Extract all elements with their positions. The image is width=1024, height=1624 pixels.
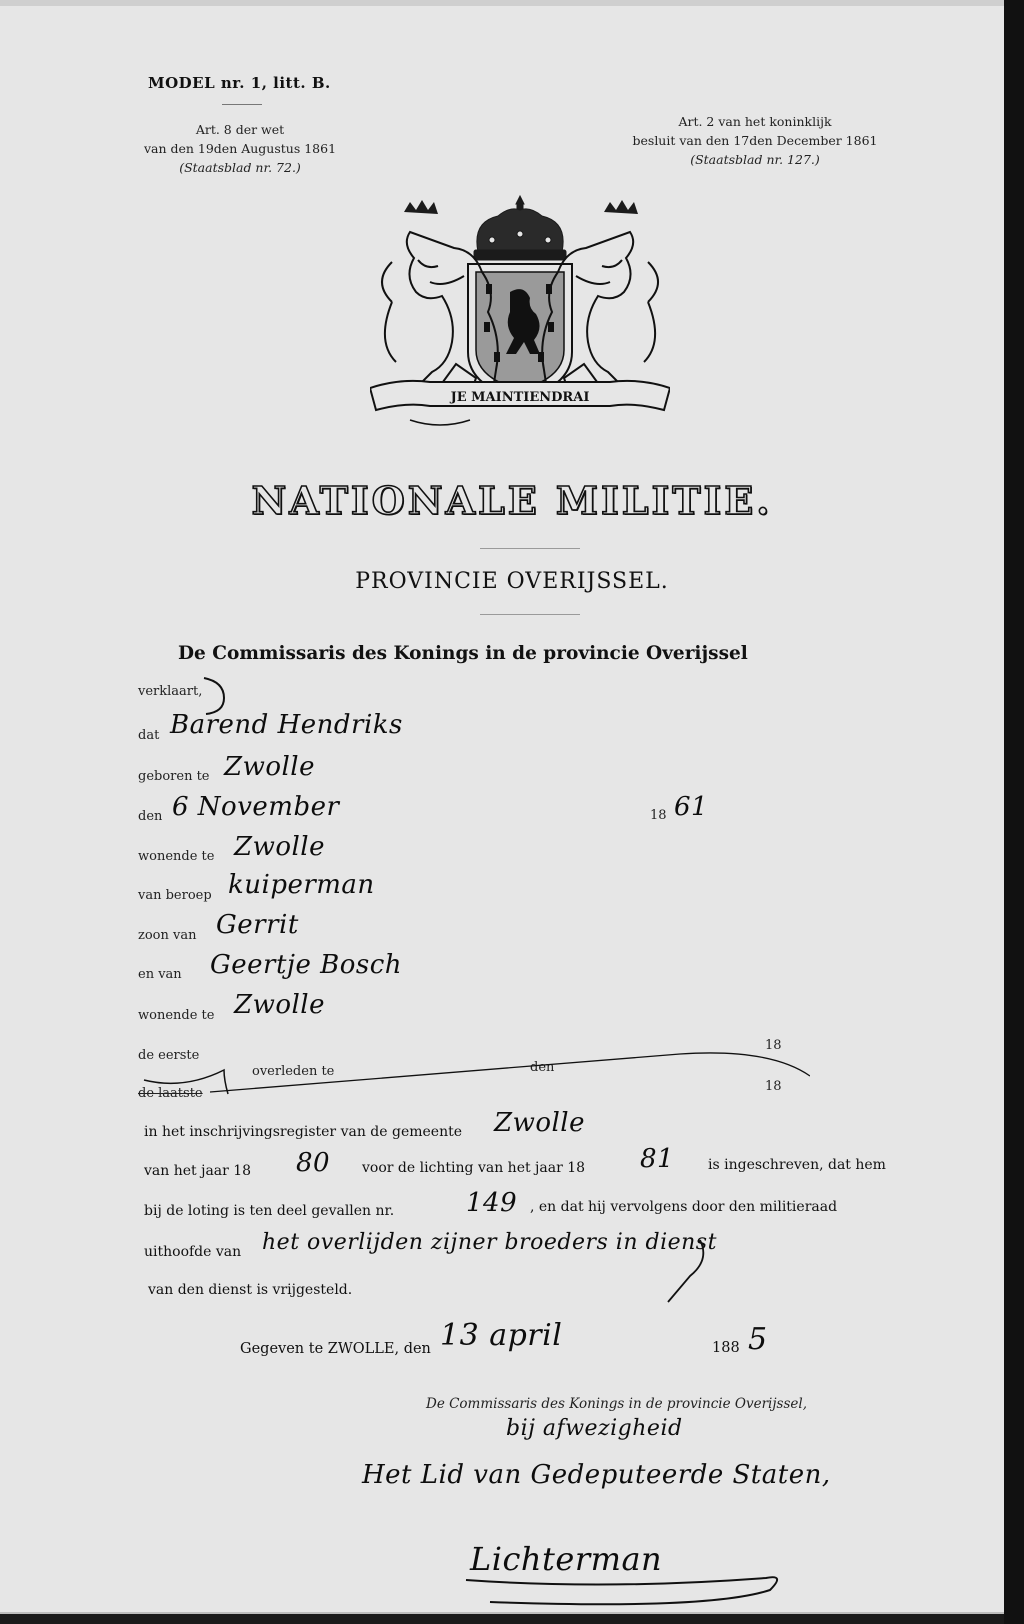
field-municipality: Zwolle: [494, 1108, 585, 1138]
field-draft-year: 81: [640, 1144, 675, 1174]
signature-flourish-icon: [460, 1560, 800, 1610]
field-issue-date: 13 april: [440, 1318, 563, 1353]
motto-text: JE MAINTIENDRAI: [450, 390, 590, 405]
body-line1: [144, 1124, 462, 1140]
signer-title: De Commissaris des Konings in de provincie Overijssel,: [426, 1396, 807, 1412]
label-zoon-van: zoon van: [138, 928, 197, 943]
body-line4-a: uithoofde van: [144, 1244, 242, 1260]
body-line2-a: van het jaar 18: [144, 1163, 252, 1179]
article-left: [120, 120, 360, 177]
field-occupation: kuiperman: [228, 870, 375, 900]
scan-border: [1004, 0, 1024, 1624]
body-line1-text: in het inschrijvingsregister van de gemeente: [144, 1124, 463, 1140]
field-parents-residence: Zwolle: [234, 990, 325, 1020]
signature: Lichterman: [470, 1540, 663, 1578]
field-father: Gerrit: [216, 910, 299, 940]
body-line2-b: voor de lichting van het jaar 18: [362, 1160, 586, 1176]
page-title: NATIONALE MILITIE.: [251, 478, 773, 523]
label-year-prefix: 18: [650, 808, 667, 823]
field-issue-year: 5: [748, 1322, 768, 1357]
year-prefix: 188: [712, 1340, 740, 1356]
coat-of-arms-icon: [370, 192, 670, 437]
label-van-beroep: van beroep: [138, 888, 212, 903]
field-registration-year: 80: [296, 1148, 331, 1178]
pen-stroke-icon: [660, 1236, 720, 1306]
body-line3-b: , en dat hij vervolgens door den militieraad: [530, 1199, 838, 1215]
label-wonende-te-2: wonende te: [138, 1008, 215, 1023]
article-right-line1: Art. 2 van het koninklijk: [678, 114, 832, 129]
label-overleden-te: overleden te: [252, 1064, 335, 1079]
field-birth-year: 61: [674, 792, 709, 822]
label-en-van: en van: [138, 967, 182, 982]
model-number: MODEL nr. 1, litt. B.: [148, 74, 331, 92]
body-line5: van den dienst is vrijgesteld.: [148, 1282, 353, 1298]
field-residence: Zwolle: [234, 832, 325, 862]
authority-heading: De Commissaris des Konings in de provincie Overijssel: [178, 643, 748, 664]
on-behalf: Het Lid van Gedeputeerde Staten,: [362, 1460, 831, 1490]
absence-note: bij afwezigheid: [506, 1416, 683, 1441]
field-birthplace: Zwolle: [224, 752, 315, 782]
given-at: Gegeven te ZWOLLE, den: [240, 1341, 431, 1357]
label-den-2: den: [530, 1060, 555, 1075]
label-den: den: [138, 809, 163, 824]
field-birth-date: 6 November: [172, 792, 340, 822]
label-18-a: 18: [765, 1038, 782, 1053]
label-de-eerste: de eerste: [138, 1048, 200, 1063]
field-mother: Geertje Bosch: [210, 950, 403, 980]
label-verklaart: verklaart,: [138, 684, 203, 699]
field-name: Barend Hendriks: [170, 710, 403, 740]
field-lot-number: 149: [466, 1188, 518, 1218]
divider: [480, 614, 580, 615]
field-exemption-reason: het overlijden zijner broeders in dienst: [262, 1230, 717, 1255]
article-left-line1: Art. 8 der wet: [195, 122, 285, 137]
divider: [480, 548, 580, 549]
body-line3-a: bij de loting is ten deel gevallen nr.: [144, 1203, 395, 1219]
top-edge: [0, 0, 1004, 6]
divider: [222, 104, 262, 105]
body-line2-c: is ingeschreven, dat hem: [708, 1157, 886, 1173]
label-wonende-te: wonende te: [138, 849, 215, 864]
article-right-line3: (Staatsblad nr. 127.): [690, 152, 820, 167]
label-18-b: 18: [765, 1079, 782, 1094]
label-geboren-te: geboren te: [138, 769, 210, 784]
article-left-line2: van den 19den Augustus 1861: [143, 141, 337, 156]
label-dat: dat: [138, 728, 160, 743]
article-right: [600, 112, 910, 169]
province-heading: PROVINCIE OVERIJSSEL.: [355, 569, 669, 594]
article-right-line2: besluit van den 17den December 1861: [632, 133, 878, 148]
label-de-laatste: de laatste: [138, 1086, 203, 1101]
strikethrough-icon: [130, 1050, 810, 1100]
article-left-line3: (Staatsblad nr. 72.): [179, 160, 301, 175]
